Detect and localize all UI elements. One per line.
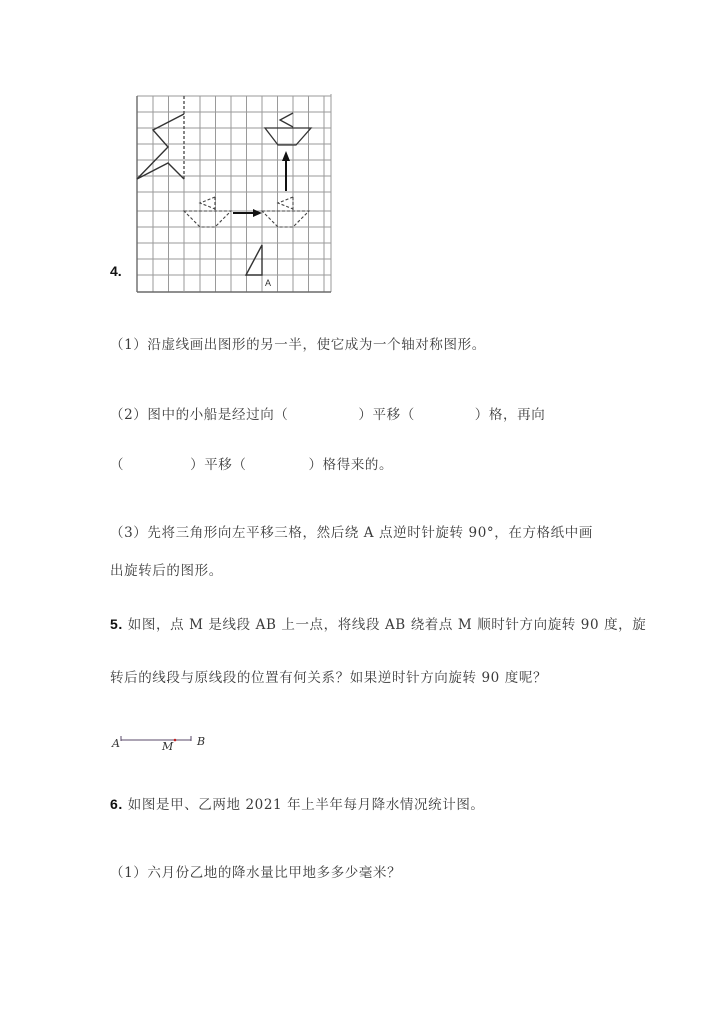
q4-part2-line1 (110, 403, 545, 423)
q4-part2-text-b: ）平移（ (358, 407, 415, 423)
q4-part2-text-c: ）格，再向 (474, 407, 546, 423)
boat-final (265, 113, 311, 145)
point-b-label: B (197, 735, 206, 748)
point-a-label: A (265, 278, 272, 288)
question-6-number: 6. (110, 796, 123, 812)
q4-part2-text-f: ）格得来的。 (308, 457, 394, 473)
q6-part1-text: （1）六月份乙地的降水量比甲地多多少毫米？ (110, 865, 402, 881)
triangle (246, 245, 262, 275)
q4-part2-line2 (110, 453, 393, 473)
q5-line1 (110, 613, 646, 633)
q5-line1-text: 如图，点 M 是线段 AB 上一点，将线段 AB 绕着点 M 顺时针方向旋转 90 度，旋 (127, 617, 647, 633)
point-m-label: M (162, 740, 174, 753)
half-figure (137, 114, 184, 179)
arrow-up-icon (282, 151, 290, 161)
q4-part2-text-a: （2）图中的小船是经过向（ (110, 407, 289, 423)
q4-part3-line1: （3）先将三角形向左平移三格，然后绕 A 点逆时针旋转 90°，在方格纸中画 (110, 525, 593, 541)
q6-line1 (110, 793, 485, 813)
q6-line1-text: 如图是甲、乙两地 2021 年上半年每月降水情况统计图。 (127, 797, 485, 813)
dashed-boat-translated (262, 197, 309, 227)
point-a-label-q5: A (112, 737, 120, 750)
q4-part2-text-d: （ (110, 457, 125, 473)
q5-line2: 转后的线段与原线段的位置有何关系？如果逆时针方向旋转 90 度呢？ (110, 670, 548, 686)
arrow-right-icon (253, 209, 262, 217)
q4-part1-text: （1）沿虚线画出图形的另一半，使它成为一个轴对称图形。 (110, 337, 486, 353)
q4-part2-text-e: ）平移（ (190, 457, 247, 473)
question-4-number: 4. (110, 263, 122, 279)
dashed-boat-original (184, 197, 231, 227)
question-5-number: 5. (110, 616, 123, 632)
q4-part3-line2: 出旋转后的图形。 (110, 563, 223, 579)
